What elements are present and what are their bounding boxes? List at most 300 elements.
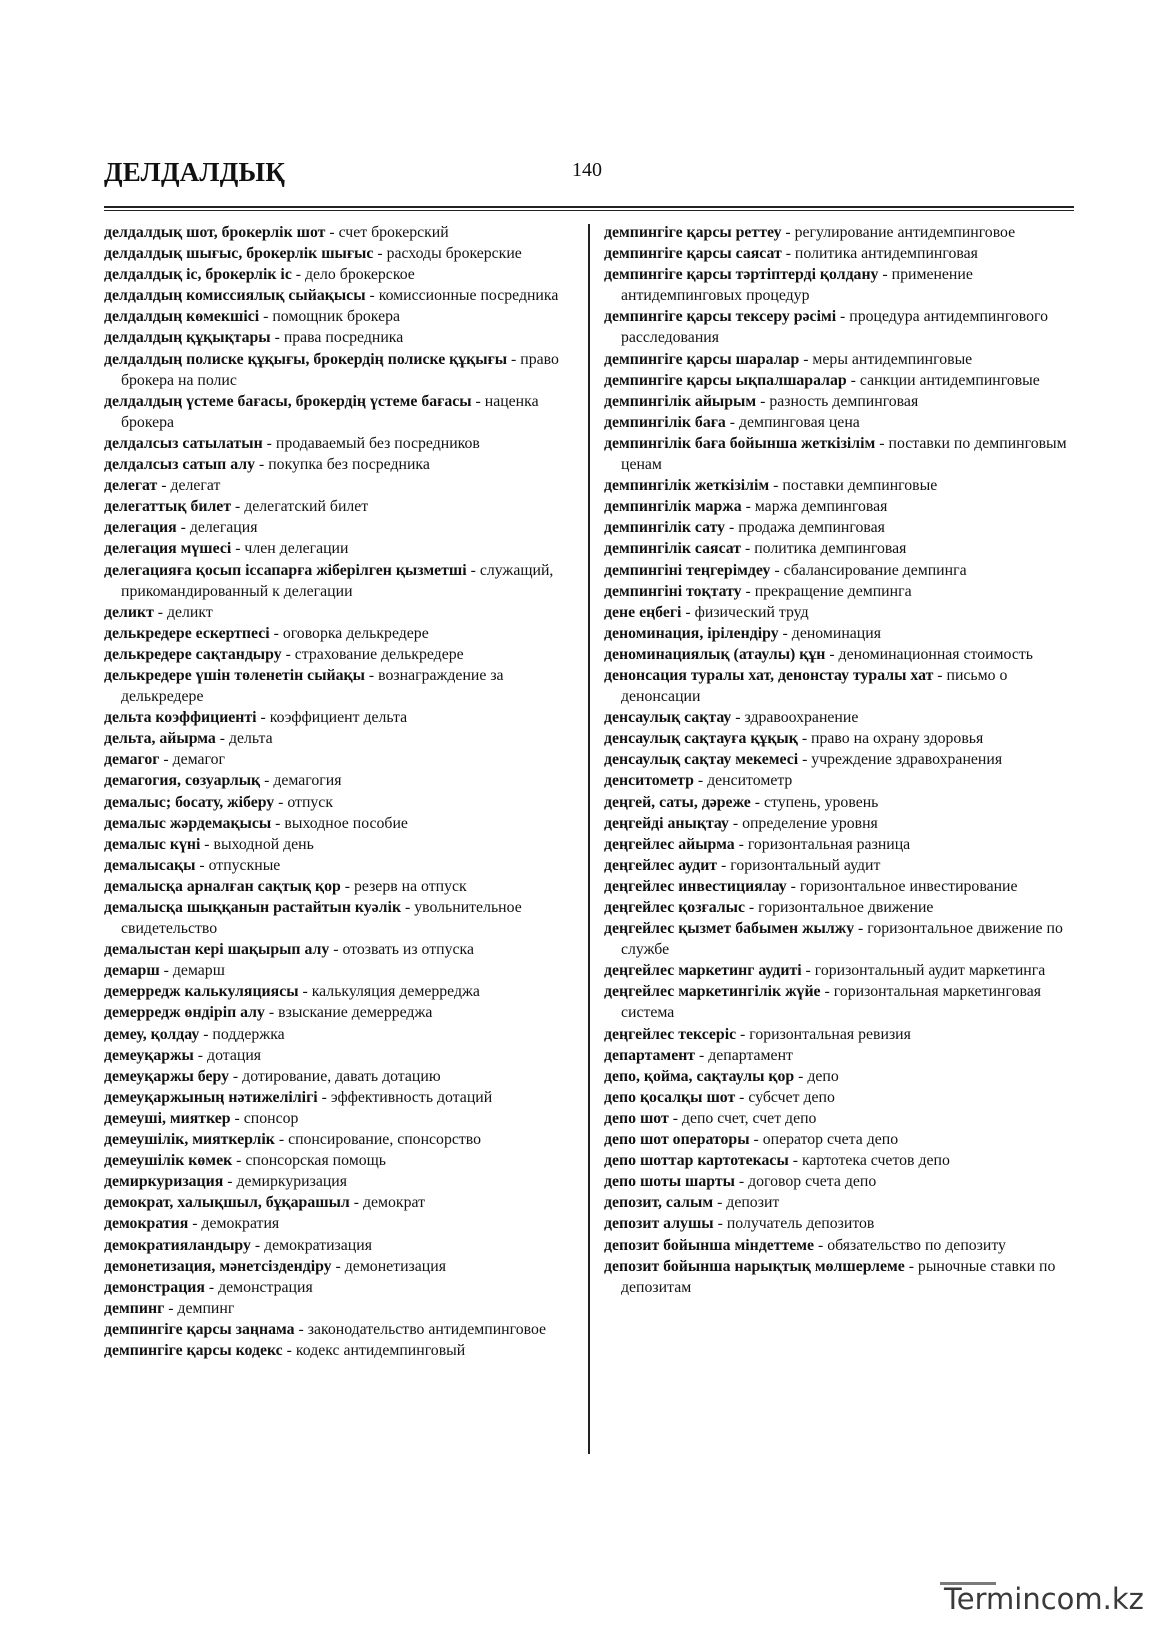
entry-definition: право на охрану здоровья [811,730,984,748]
dictionary-entry [604,412,1074,433]
dictionary-entry [604,918,1074,960]
entry-definition: горизонтальная ревизия [749,1025,911,1043]
dictionary-entry [604,475,1074,496]
entry-definition: эффективность дотаций [330,1088,493,1106]
dictionary-entry [104,623,570,644]
page-number: 140 [572,159,602,181]
dictionary-entry [104,306,570,327]
dictionary-entry [104,1340,570,1361]
entry-definition: маржа демпинговая [754,498,888,516]
entry-term: демерредж калькуляциясы [104,983,299,1001]
dictionary-entry [104,560,570,602]
entry-term: делегация [104,519,177,537]
entry-term: деңгейлес аудит [604,856,718,874]
entry-term: депозит бойынша нарықтық мөлшерлеме [604,1257,905,1275]
entry-definition: покупка без посредника [268,456,430,474]
entry-separator: - [820,983,834,1001]
entry-term: деңгейлес маркетинг аудиті [604,962,802,980]
entry-term: демеуқаржының нәтижелілігі [104,1088,318,1106]
entry-term: деңгейді анықтау [604,814,729,832]
dictionary-entry [104,222,570,243]
entry-term: деңгейлес инвестициялау [604,877,787,895]
entry-separator: - [825,645,839,663]
entry-separator: - [204,1278,219,1296]
dictionary-entry [604,770,1074,791]
entry-term: департамент [604,1046,696,1064]
entry-term: демпинг [104,1299,165,1317]
entry-separator: - [781,245,795,263]
entry-definition: продаваемый без посредников [275,434,480,452]
entry-definition: кодекс антидемпинговый [295,1341,466,1359]
entry-term: демонстрация [104,1278,205,1296]
entry-term: демеу, қолдау [104,1025,200,1043]
dictionary-entry [104,1171,570,1192]
dictionary-entry [604,1235,1074,1256]
dictionary-entry [104,1066,570,1087]
entry-separator: - [736,1025,750,1043]
dictionary-entry [604,243,1074,264]
entry-definition: демагог [172,751,225,769]
entry-separator: - [256,709,270,727]
entry-term: демократияландыру [104,1236,251,1254]
dictionary-entry [604,960,1074,981]
entry-separator: - [317,1088,331,1106]
dictionary-entry [104,1319,570,1340]
entry-term: демалыс күні [104,835,201,853]
entry-separator: - [223,1173,237,1191]
entry-separator: - [164,1299,178,1317]
entry-definition: субсчет депо [748,1088,835,1106]
entry-separator: - [291,266,305,284]
entry-definition: комиссионные посредника [378,287,559,305]
entry-term: делькредере үшін төленетін сыйақы [104,666,365,684]
dictionary-entry [104,1298,570,1319]
entry-separator: - [788,1152,802,1170]
entry-term: деликт [104,603,154,621]
entry-separator: - [176,519,190,537]
dictionary-entry [604,1024,1074,1045]
entry-term: делдалдық шот, брокерлік шот [104,224,326,241]
entry-definition: делегация [189,519,258,537]
dictionary-entry [104,243,570,264]
entry-separator: - [228,1067,243,1085]
entry-separator: - [801,962,815,980]
dictionary-entry [604,349,1074,370]
entry-separator: - [195,856,209,874]
entry-term: демпингіге қарсы ықпалшаралар [604,371,847,389]
dictionary-entry [104,327,570,348]
entry-term: демпингілік айырым [604,392,757,410]
entry-separator: - [364,666,379,684]
entry-definition: коэффициент дельта [269,709,408,727]
entry-definition: отозвать из отпуска [342,941,474,959]
entry-definition: поддержка [212,1025,285,1043]
entry-definition: поставки демпинговые [782,477,938,495]
dictionary-entry [104,1002,570,1023]
entry-term: демпингіні тоқтату [604,582,742,600]
entry-definition: горизонтальное инвестирование [799,877,1018,895]
entry-separator: - [471,392,485,410]
entry-term: демпингілік баға [604,413,726,431]
entry-separator: - [260,772,274,790]
entry-term: демеуқаржы беру [104,1067,229,1085]
entry-term: делдалдың полиске құқығы, брокердің полиске құқығы [104,350,508,368]
entry-definition: определение уровня [742,814,878,832]
entry-definition: дельта [228,730,273,748]
entry-separator: - [904,1257,918,1275]
entry-term: денсаулық сақтауға құқық [604,730,798,748]
entry-term: денонсация туралы хат, денонстау туралы хат [604,666,934,684]
entry-term: делегат [104,477,158,495]
entry-definition: спонсирование, спонсорство [288,1131,482,1149]
entry-term: делдалдық шығыс, брокерлік шығыс [104,245,374,263]
entry-term: демеуқаржы [104,1046,194,1064]
dictionary-entry [104,538,570,559]
dictionary-entry [604,581,1074,602]
entry-separator: - [744,899,759,916]
entry-term: демократия [104,1215,189,1233]
entry-term: депо шот [604,1109,669,1127]
entry-definition: страхование делькредере [294,645,464,663]
entry-term: депо шот операторы [604,1131,750,1149]
entry-separator: - [264,1004,279,1022]
entry-term: демалысқа шыққанын растайтын куәлік [104,899,402,916]
entry-separator: - [231,540,245,558]
entry-term: дене еңбегі [604,603,682,621]
termincom-logo [944,1582,1144,1626]
entry-definition: демагогия [273,772,342,790]
entry-separator: - [349,1194,363,1212]
dictionary-entry [104,602,570,623]
entry-definition: делегат [170,477,221,495]
dictionary-entry [104,1108,570,1129]
entry-separator: - [200,835,214,853]
dictionary-entry [104,391,570,433]
entry-separator: - [325,224,339,241]
entry-definition: процедура антидемпингового расследования [621,308,1049,347]
dictionary-entry [104,792,570,813]
entry-definition: увольнительное свидетельство [121,899,522,938]
entry-term: демпингіге қарсы заңнама [104,1320,295,1338]
dictionary-entry [104,939,570,960]
entry-separator: - [735,1088,749,1106]
dictionary-entry [604,496,1074,517]
entry-definition: демарш [172,962,225,980]
dictionary-entry [604,517,1074,538]
entry-term: депо шоты шарты [604,1173,735,1191]
entry-definition: сбалансирование демпинга [783,561,967,579]
entry-definition: демонстрация [218,1278,313,1296]
entry-separator: - [695,1046,709,1064]
entry-term: деңгей, саты, дәреже [604,793,751,811]
entry-term: демпингілік саясат [604,540,742,558]
dictionary-entry [104,770,570,791]
entry-term: демпингіге қарсы саясат [604,245,782,263]
dictionary-entry [104,855,570,876]
entry-definition: спонсорская помощь [245,1152,386,1170]
entry-separator: - [159,751,173,769]
dictionary-entry [604,897,1074,918]
entry-definition: расходы брокерские [386,245,522,263]
entry-definition: депо [807,1067,839,1085]
entry-definition: деликт [167,603,213,621]
dictionary-entry [104,749,570,770]
dictionary-entry [104,496,570,517]
dictionary-entry [604,644,1074,665]
entry-definition: служащий, прикомандированный к делегации [121,561,554,600]
entry-term: делькредере ескертпесі [104,624,270,642]
dictionary-entry [104,644,570,665]
left-column [104,222,570,1361]
entry-definition: спонсор [243,1109,299,1127]
entry-separator: - [741,582,755,600]
entry-term: демократ, халықшыл, бұқарашыл [104,1194,350,1212]
entry-separator: - [799,350,813,368]
entry-separator: - [846,371,860,389]
entry-term: демпингілік жеткізілім [604,477,770,495]
entry-term: демагогия, сөзуарлық [104,772,261,790]
entry-term: депозит, салым [604,1194,714,1212]
entry-separator: - [798,751,812,769]
entry-term: демпингіге қарсы кодекс [104,1341,283,1359]
entry-separator: - [728,814,743,832]
entry-definition: взыскание демерреджа [278,1004,433,1022]
entry-definition: демократия [201,1215,280,1233]
entry-separator: - [294,1320,308,1338]
dictionary-entry [604,560,1074,581]
entry-separator: - [269,624,283,642]
logo-text: Termincom.kz [944,1582,1144,1616]
entry-definition: дотирование, давать дотацию [242,1067,441,1085]
dictionary-entry [604,222,1074,243]
entry-separator: - [259,308,273,326]
entry-definition: меры антидемпинговые [812,350,973,368]
entry-definition: выходное пособие [284,814,408,832]
dictionary-entry [604,1256,1074,1298]
entry-separator: - [778,624,792,642]
entry-term: демеуші, мияткер [104,1109,231,1127]
entry-separator: - [271,814,285,832]
entry-term: делегаттық билет [104,498,232,516]
entry-separator: - [262,434,276,452]
entry-definition: деноминация [791,624,881,642]
entry-term: делдалдың құқықтары [104,329,271,347]
entry-separator: - [401,899,415,916]
dictionary-entry [104,1213,570,1234]
dictionary-entry [604,1045,1074,1066]
entry-definition: физический труд [694,603,809,621]
dictionary-entry [104,834,570,855]
entry-separator: - [340,877,354,895]
running-head: ДЕЛДАЛДЫҚ [104,157,286,187]
entry-definition: демократ [362,1194,425,1212]
entry-definition: прекращение демпинга [754,582,912,600]
entry-separator: - [157,477,171,495]
entry-definition: оговорка делькредере [282,624,429,642]
entry-separator: - [734,835,748,853]
entry-separator: - [854,920,868,938]
dictionary-entry [604,707,1074,728]
entry-term: депо қосалқы шот [604,1088,736,1106]
entry-term: демалыс жәрдемақысы [104,814,272,832]
entry-term: демалыс; босату, жіберу [104,793,275,811]
entry-definition: право брокера на полис [121,350,559,389]
entry-term: деноминациялық (атаулы) құн [604,645,826,663]
entry-term: делдалсыз сатып алу [104,456,256,474]
dictionary-entry [104,981,570,1002]
dictionary-entry [104,1192,570,1213]
entry-definition: депозит [726,1194,780,1212]
entry-definition: депо счет, счет депо [681,1109,817,1127]
dictionary-entry [104,264,570,285]
dictionary-entry [104,960,570,981]
dictionary-entry [104,728,570,749]
dictionary-entry [604,749,1074,770]
entry-separator: - [769,477,783,495]
dictionary-entry [604,792,1074,813]
entry-separator: - [159,962,173,980]
entry-separator: - [365,287,379,305]
page-header [104,157,1072,197]
entry-definition: деноминационная стоимость [838,645,1033,663]
entry-separator: - [750,793,764,811]
entry-separator: - [731,709,745,727]
dictionary-entry [604,370,1074,391]
dictionary-entry [604,876,1074,897]
entry-separator: - [814,1236,828,1254]
entry-term: демалыстан кері шақырып алу [104,941,330,959]
dictionary-entry [604,855,1074,876]
dictionary-entry [604,728,1074,749]
entry-term: деңгейлес маркетингілік жүйе [604,983,821,1001]
entry-definition: член делегации [244,540,349,558]
entry-definition: ступень, уровень [764,793,879,811]
entry-term: демеушілік көмек [104,1152,233,1170]
entry-term: демпингіге қарсы реттеу [604,224,782,241]
entry-separator: - [281,645,295,663]
entry-separator: - [215,730,229,748]
entry-definition: здравоохранение [744,709,859,727]
entry-separator: - [781,224,795,241]
entry-separator: - [507,350,521,368]
entry-term: депозит алушы [604,1215,714,1233]
dictionary-entry [104,1087,570,1108]
entry-separator: - [668,1109,682,1127]
entry-separator: - [282,1341,296,1359]
entry-definition: оператор счета депо [762,1131,899,1149]
dictionary-entry [104,285,570,306]
dictionary-entry [104,1150,570,1171]
entry-separator: - [741,540,755,558]
entry-term: делдалдық іс, брокерлік іс [104,266,292,284]
dictionary-entry [604,602,1074,623]
dictionary-entry [604,1108,1074,1129]
entry-separator: - [466,561,480,579]
entry-separator: - [725,413,739,431]
entry-definition: письмо о денонсации [621,666,1008,706]
entry-term: деңгейлес қызмет бабымен жылжу [604,920,855,938]
entry-separator: - [274,1131,289,1149]
entry-term: демарш [104,962,160,980]
dictionary-entry [604,1192,1074,1213]
entry-separator: - [756,392,770,410]
entry-separator: - [329,941,343,959]
entry-term: депо шоттар картотекасы [604,1152,789,1170]
entry-separator: - [794,1067,808,1085]
dictionary-entry [104,475,570,496]
entry-separator: - [878,266,892,284]
entry-term: делегация мүшесі [104,540,232,558]
entry-term: деноминация, ірілендіру [604,624,779,642]
entry-definition: счет брокерский [338,224,449,241]
entry-term: делдалдың комиссиялық сыйақысы [104,287,366,305]
entry-separator: - [373,245,387,263]
entry-definition: горизонтальная разница [747,835,911,853]
entry-separator: - [231,498,245,516]
entry-definition: резерв на отпуск [353,877,467,895]
entry-definition: денситометр [707,772,793,790]
entry-term: демалысақы [104,856,196,874]
entry-separator: - [717,856,731,874]
dictionary-entry [104,1024,570,1045]
entry-definition: отпускные [208,856,281,874]
entry-separator: - [270,329,284,347]
entry-term: делдалдың үстеме бағасы, брокердің үстеме бағасы [104,392,472,410]
entry-definition: горизонтальная маркетинговая система [621,983,1041,1022]
entry-definition: делегатский билет [244,498,369,516]
entry-term: деңгейлес айырма [604,835,735,853]
dictionary-entry [604,834,1074,855]
dictionary-entry [604,813,1074,834]
dictionary-entry [604,306,1074,348]
entry-definition: наценка брокера [121,392,539,431]
entry-definition: рыночные ставки по депозитам [621,1257,1056,1296]
entry-term: деңгейлес тексеріс [604,1025,737,1043]
entry-definition: горизонтальное движение по службе [621,920,1063,959]
entry-definition: демпинговая цена [738,413,860,431]
entry-separator: - [693,772,708,790]
dictionary-entry [104,1235,570,1256]
entry-definition: департамент [708,1046,793,1064]
dictionary-entry [604,433,1074,475]
entry-term: демпингіге қарсы тәртіптерді қолдану [604,266,879,284]
entry-separator: - [153,603,167,621]
dictionary-entry [604,981,1074,1023]
dictionary-entry [604,1213,1074,1234]
entry-definition: дело брокерское [305,266,415,284]
dictionary-entry [104,665,570,707]
dictionary-entry [604,1129,1074,1150]
entry-term: демпингіге қарсы шаралар [604,350,800,368]
entry-separator: - [199,1025,213,1043]
dictionary-entry [104,876,570,897]
entry-definition: применение антидемпинговых процедур [621,266,973,305]
entry-separator: - [274,793,288,811]
right-column [604,222,1074,1298]
entry-term: демалысқа арналған сақтық қор [104,877,341,895]
entry-definition: помощник брокера [272,308,400,326]
dictionary-entry [104,454,570,475]
entry-separator: - [933,666,947,684]
column-divider [588,224,590,1454]
entry-term: демпингілік маржа [604,498,742,516]
header-rule-thick [104,206,1074,208]
entry-definition: демиркуризация [236,1173,348,1191]
entry-term: делегацияға қосып іссапарға жіберілген қызметші [104,561,467,579]
entry-definition: поставки по демпинговым ценам [621,434,1067,474]
dictionary-entry [104,707,570,728]
entry-term: демеушілік, мияткерлік [104,1131,275,1149]
